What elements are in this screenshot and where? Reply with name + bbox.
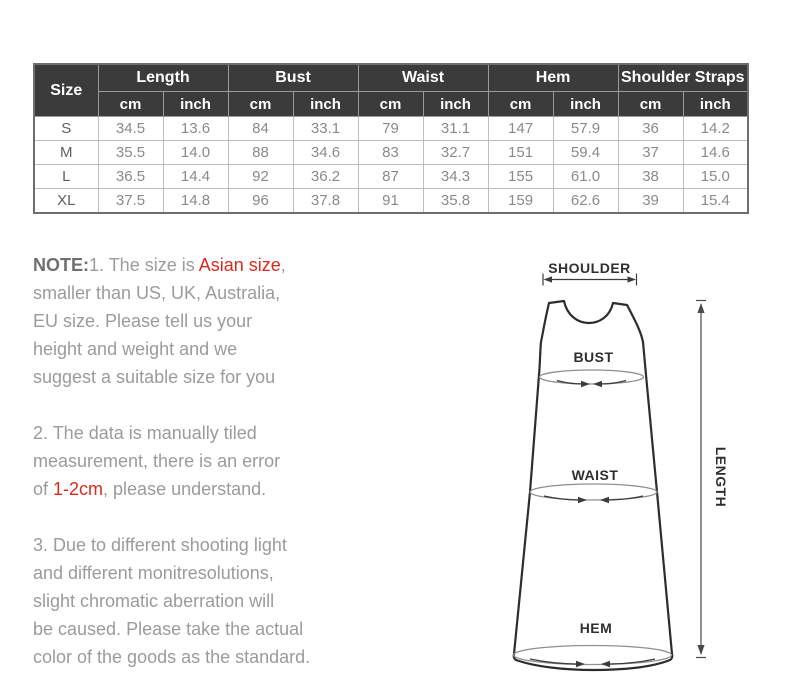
bust-label: BUST: [573, 349, 614, 365]
value-cell: 31.1: [423, 117, 488, 141]
value-cell: 34.6: [293, 141, 358, 165]
unit-header: cm: [228, 92, 293, 117]
unit-header: cm: [618, 92, 683, 117]
shoulder-label: SHOULDER: [548, 260, 631, 276]
unit-header: inch: [553, 92, 618, 117]
note-line: and different monitresolutions,: [33, 563, 274, 583]
value-cell: 37.8: [293, 189, 358, 214]
note-line: smaller than US, UK, Australia,: [33, 283, 281, 303]
value-cell: 87: [358, 165, 423, 189]
size-cell: L: [34, 165, 98, 189]
table-row: [34, 165, 748, 189]
value-cell: 62.6: [553, 189, 618, 214]
value-cell: 37.5: [98, 189, 163, 214]
value-cell: 36.2: [293, 165, 358, 189]
group-header-hem: Hem: [488, 64, 618, 92]
value-cell: 35.8: [423, 189, 488, 214]
value-cell: 14.0: [163, 141, 228, 165]
note-paragraph: [33, 531, 423, 671]
group-header-length: Length: [98, 64, 228, 92]
size-table-body: [34, 117, 748, 214]
value-cell: 91: [358, 189, 423, 214]
note-line: suggest a suitable size for you: [33, 367, 276, 387]
value-cell: 34.5: [98, 117, 163, 141]
value-cell: 155: [488, 165, 553, 189]
value-cell: 34.3: [423, 165, 488, 189]
note-line: EU size. Please tell us your: [33, 311, 253, 331]
value-cell: 15.4: [683, 189, 748, 214]
value-cell: 14.2: [683, 117, 748, 141]
value-cell: 36.5: [98, 165, 163, 189]
note-line: measurement, there is an error: [33, 451, 281, 471]
note-line: of 1-2cm, please understand.: [33, 479, 267, 499]
value-cell: 13.6: [163, 117, 228, 141]
group-header-waist: Waist: [358, 64, 488, 92]
value-cell: 14.6: [683, 141, 748, 165]
size-cell: XL: [34, 189, 98, 214]
group-header-shoulder-straps: Shoulder Straps: [618, 64, 748, 92]
table-header-unit-row: [34, 92, 748, 117]
value-cell: 59.4: [553, 141, 618, 165]
unit-header: inch: [293, 92, 358, 117]
size-cell: M: [34, 141, 98, 165]
note-line: color of the goods as the standard.: [33, 647, 311, 667]
unit-header: inch: [163, 92, 228, 117]
table-row: [34, 117, 748, 141]
table-header-group-row: [34, 64, 748, 92]
size-column-header: Size: [34, 64, 98, 117]
size-cell: S: [34, 117, 98, 141]
value-cell: 15.0: [683, 165, 748, 189]
value-cell: 61.0: [553, 165, 618, 189]
value-cell: 32.7: [423, 141, 488, 165]
length-dimension-arrow: [696, 301, 706, 658]
note-paragraph: [33, 251, 423, 391]
value-cell: 38: [618, 165, 683, 189]
table-row: [34, 189, 748, 214]
value-cell: 147: [488, 117, 553, 141]
value-cell: 14.8: [163, 189, 228, 214]
unit-header: cm: [358, 92, 423, 117]
note-line: NOTE:1. The size is Asian size,: [33, 255, 286, 275]
value-cell: 92: [228, 165, 293, 189]
value-cell: 96: [228, 189, 293, 214]
value-cell: 33.1: [293, 117, 358, 141]
waist-label: WAIST: [571, 467, 619, 483]
note-paragraph: [33, 419, 423, 503]
unit-header: inch: [683, 92, 748, 117]
value-cell: 57.9: [553, 117, 618, 141]
hem-label: HEM: [579, 620, 613, 636]
value-cell: 151: [488, 141, 553, 165]
unit-header: cm: [98, 92, 163, 117]
unit-header: inch: [423, 92, 488, 117]
value-cell: 84: [228, 117, 293, 141]
group-header-bust: Bust: [228, 64, 358, 92]
value-cell: 37: [618, 141, 683, 165]
value-cell: 36: [618, 117, 683, 141]
value-cell: 14.4: [163, 165, 228, 189]
note-line: be caused. Please take the actual: [33, 619, 304, 639]
size-chart-table: [33, 63, 749, 214]
note-line: height and weight and we: [33, 339, 238, 359]
value-cell: 79: [358, 117, 423, 141]
value-cell: 35.5: [98, 141, 163, 165]
value-cell: 83: [358, 141, 423, 165]
note-line: 3. Due to different shooting light: [33, 535, 287, 555]
notes: [33, 251, 423, 699]
note-line: slight chromatic aberration will: [33, 591, 275, 611]
dress-measurement-diagram: [500, 250, 790, 700]
unit-header: cm: [488, 92, 553, 117]
value-cell: 88: [228, 141, 293, 165]
value-cell: 159: [488, 189, 553, 214]
table-row: [34, 141, 748, 165]
value-cell: 39: [618, 189, 683, 214]
note-line: 2. The data is manually tiled: [33, 423, 257, 443]
length-label: LENGTH: [713, 446, 729, 508]
